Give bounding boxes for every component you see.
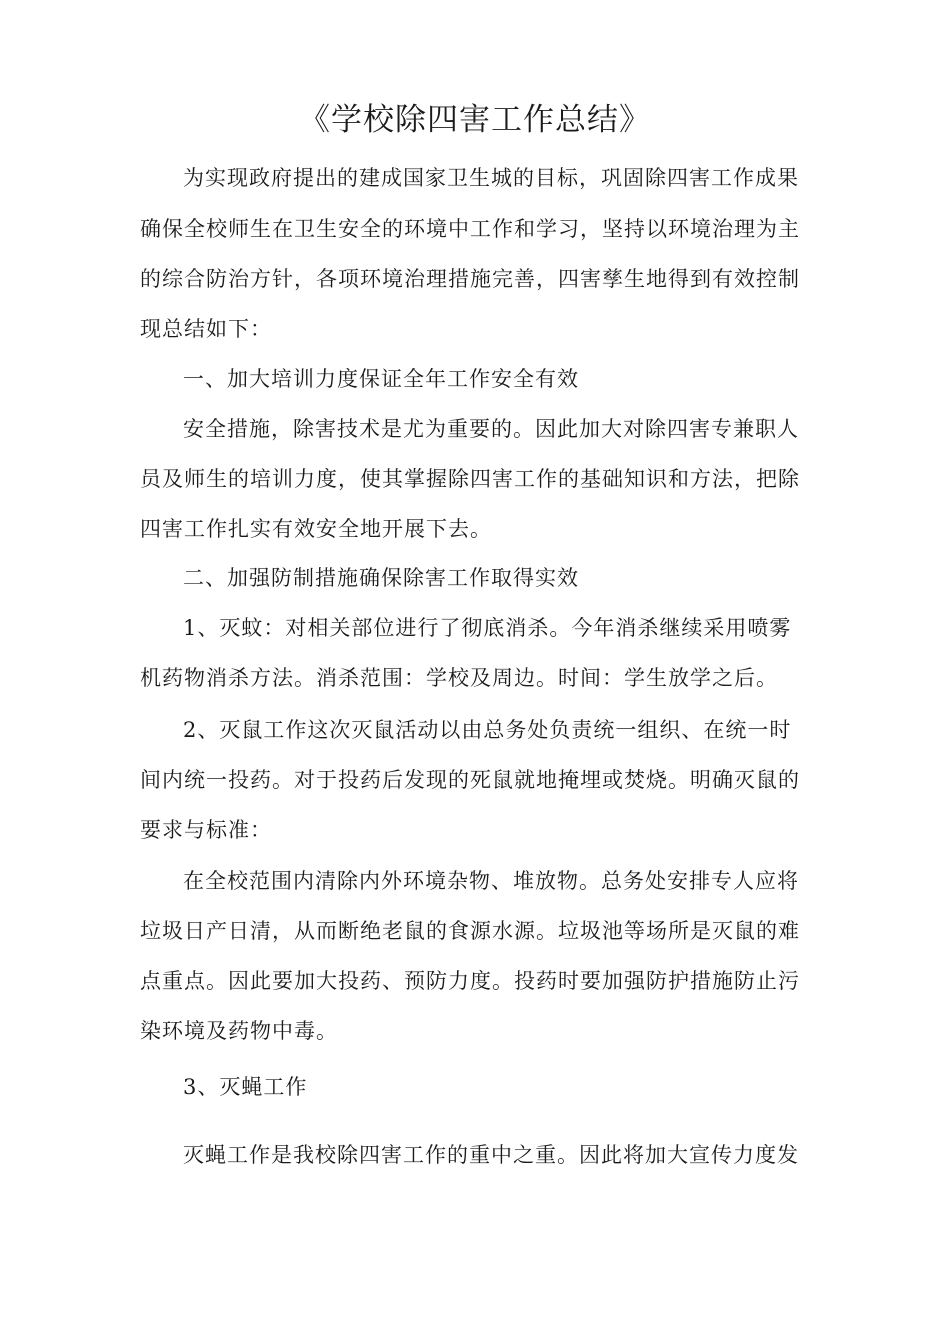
paragraph-line: 间内统一投药。对于投药后发现的死鼠就地掩埋或焚烧。明确灭鼠的 — [140, 768, 800, 792]
paragraph-line: 垃圾日产日清，从而断绝老鼠的食源水源。垃圾池等场所是灭鼠的难 — [140, 919, 800, 943]
paragraph-line: 确保全校师生在卫生安全的环境中工作和学习，坚持以环境治理为主 — [140, 217, 800, 241]
section-heading: 二、加强防制措施确保除害工作取得实效 — [183, 566, 579, 590]
paragraph-line: 要求与标准： — [140, 818, 272, 842]
paragraph-line: 四害工作扎实有效安全地开展下去。 — [140, 517, 492, 541]
paragraph-line: 在全校范围内清除内外环境杂物、堆放物。总务处安排专人应将 — [183, 869, 799, 893]
paragraph-line: 机药物消杀方法。消杀范围：学校及周边。时间：学生放学之后。 — [140, 666, 778, 690]
section-heading: 3、灭蝇工作 — [183, 1075, 308, 1099]
paragraph-line: 2、灭鼠工作这次灭鼠活动以由总务处负责统一组织、在统一时 — [183, 718, 792, 742]
section-heading: 一、加大培训力度保证全年工作安全有效 — [183, 367, 579, 391]
paragraph-line: 1、灭蚊：对相关部位进行了彻底消杀。今年消杀继续采用喷雾 — [183, 616, 792, 640]
paragraph-line: 点重点。因此要加大投药、预防力度。投药时要加强防护措施防止污 — [140, 969, 800, 993]
paragraph-line: 灭蝇工作是我校除四害工作的重中之重。因此将加大宣传力度发 — [183, 1143, 799, 1167]
paragraph-line: 员及师生的培训力度，使其掌握除四害工作的基础知识和方法，把除 — [140, 467, 800, 491]
paragraph-line: 安全措施，除害技术是尤为重要的。因此加大对除四害专兼职人 — [183, 417, 799, 441]
paragraph-line: 染环境及药物中毒。 — [140, 1019, 338, 1043]
paragraph-line: 现总结如下： — [140, 317, 272, 341]
document-title: 《学校除四害工作总结》 — [299, 102, 651, 138]
paragraph-line: 的综合防治方针，各项环境治理措施完善，四害孳生地得到有效控制 — [140, 267, 800, 291]
paragraph-line: 为实现政府提出的建成国家卫生城的目标，巩固除四害工作成果 — [183, 166, 799, 190]
